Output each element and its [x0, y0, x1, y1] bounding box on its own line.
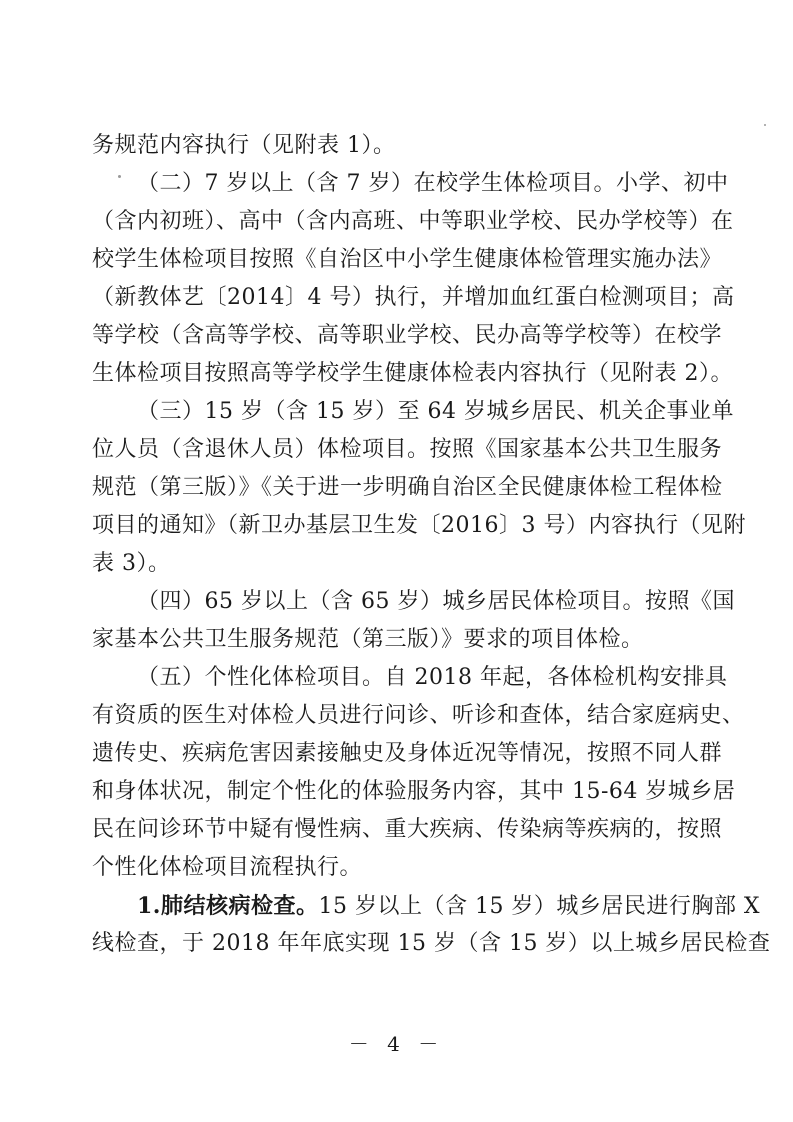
body-line: （新教体艺〔2014〕4 号）执行，并增加血红蛋白检测项目；高 — [92, 285, 735, 310]
body-line — [0, 888, 793, 925]
body-line: （三）15 岁（含 15 岁）至 64 岁城乡居民、机关企事业单 — [137, 399, 734, 424]
body-line: 遗传史、疾病危害因素接触史及身体近况等情况，按照不同人群 — [92, 741, 723, 766]
body-line: （四）65 岁以上（含 65 岁）城乡居民体检项目。按照《国 — [137, 589, 735, 614]
body-line: 和身体状况，制定个性化的体验服务内容，其中 15-64 岁城乡居 — [92, 779, 736, 804]
body-line: 家基本公共卫生服务规范（第三版）》要求的项目体检。 — [92, 627, 644, 652]
body-line: 校学生体检项目按照《自治区中小学生健康体检管理实施办法》 — [92, 247, 723, 272]
item-heading: 1.肺结核病检查。 — [137, 893, 319, 919]
body-line: 等学校（含高等学校、高等职业学校、民办高等学校等）在校学 — [92, 323, 723, 348]
body-line: （含内初班）、高中（含内高班、中等职业学校、民办学校等）在 — [92, 209, 734, 234]
body-line: 民在问诊环节中疑有慢性病、重大疾病、传染病等疾病的，按照 — [92, 817, 723, 842]
body-line: 务规范内容执行（见附表 1）。 — [92, 133, 396, 158]
body-line: （二）7 岁以上（含 7 岁）在校学生体检项目。小学、初中 — [137, 171, 729, 196]
item-text: 15 岁以上（含 15 岁）城乡居民进行胸部 X — [318, 894, 761, 919]
body-line: 表 3）。 — [92, 551, 171, 576]
body-line: 规范（第三版）》《关于进一步明确自治区全民健康体检工程体检 — [92, 475, 723, 500]
scan-speck — [764, 124, 766, 126]
body-line: （五）个性化体检项目。自 2018 年起，各体检机构安排具 — [137, 665, 728, 690]
body-line: 生体检项目按照高等学校学生健康体检表内容执行（见附表 2）。 — [92, 361, 733, 386]
body-line: 线检查，于 2018 年年底实现 15 岁（含 15 岁）以上城乡居民检查 — [92, 931, 771, 956]
body-line: 项目的通知》（新卫办基层卫生发〔2016〕3 号）内容执行（见附 — [92, 513, 746, 538]
body-line: 有资质的医生对体检人员进行问诊、听诊和查体，结合家庭病史、 — [92, 703, 745, 728]
body-line: 个性化体检项目流程执行。 — [92, 855, 363, 880]
scan-speck — [118, 175, 121, 178]
body-line: 位人员（含退休人员）体检项目。按照《国家基本公共卫生服务 — [92, 437, 723, 462]
page-number: － 4 － — [348, 1032, 445, 1056]
